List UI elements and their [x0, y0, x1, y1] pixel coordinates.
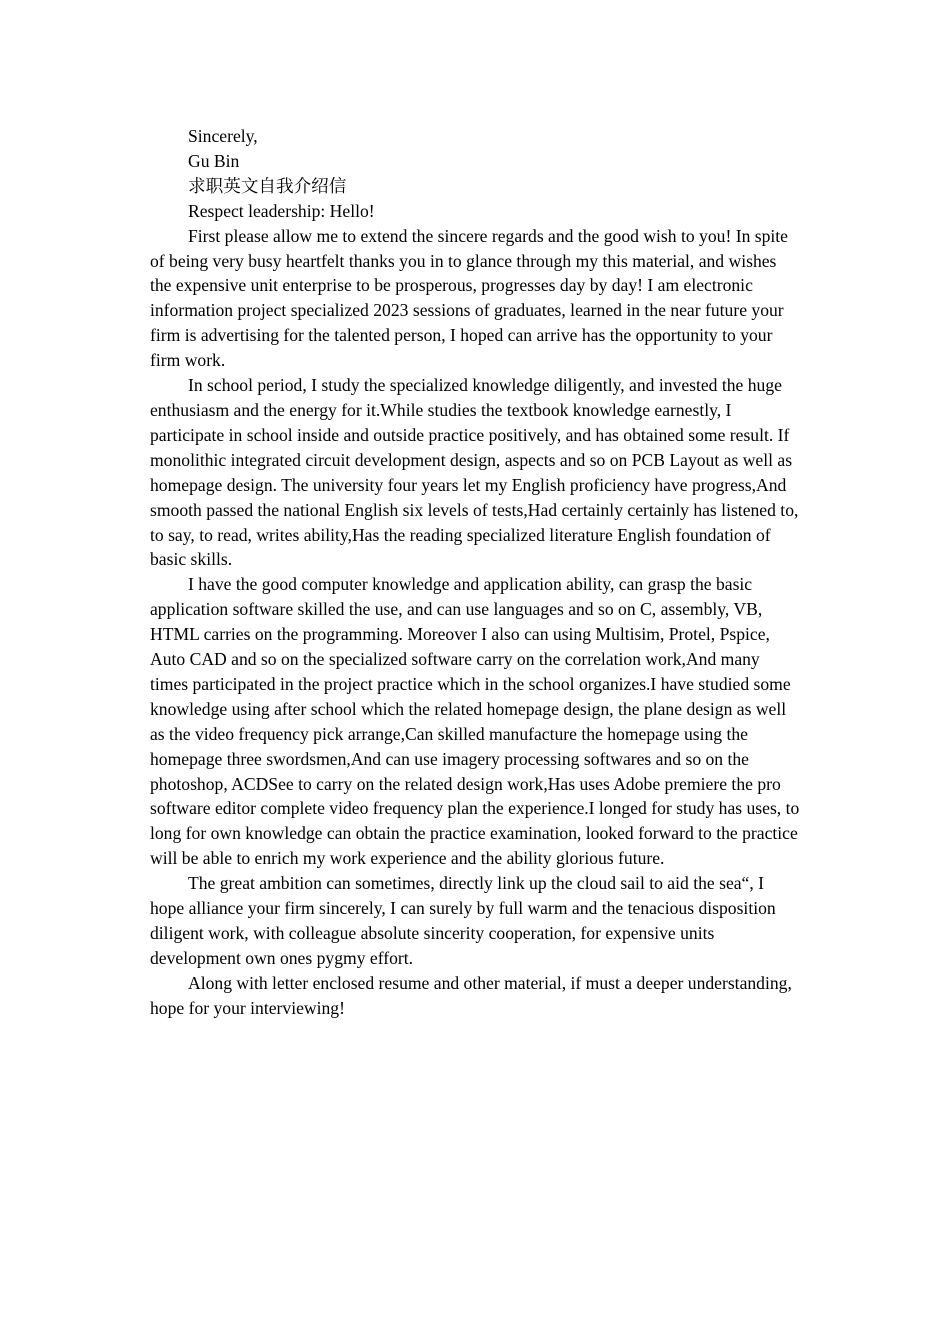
closing-line: Sincerely, [188, 126, 258, 146]
paragraph-intro: First please allow me to extend the sincere regards and the good wish to you! In spite of being very busy heartfelt thanks you in to glance through my this material, and wishes the expensive unit enterprise to be prosperous, progresses day by day! I am electronic information project specialized 2023 sessions of graduates, learned in the near future your firm is advertising for the talented person, I hoped can arrive has the opportunity to your firm work. [150, 225, 788, 371]
paragraph-computer-skills: I have the good computer knowledge and application ability, can grasp the basic application software skilled the use, and can use languages and so on C, assembly, VB, HTML carries on the programming. Moreover I also can using Multisim, Protel, Pspice, Auto CAD and so on the specialized software carry on the correlation work,And many times participated in the project practice which in the school organizes.I have studied some knowledge using after school which the related homepage design, the plane design as well as the video frequency pick arrange,Can skilled manufacture the homepage using the homepage three swordsmen,And can use imagery processing softwares and so on the photoshop, ACDSee to carry on the related design work,Has uses Adobe premiere the pro software editor complete video frequency plan the experience.I longed for study has uses, to long for own knowledge can obtain the practice examination, looked forward to the practice will be able to enrich my work experience and the ability glorious future. [150, 574, 800, 869]
signature-line: Gu Bin [188, 150, 240, 171]
paragraph-school-period: In school period, I study the specialized knowledge diligently, and invested the huge enthusiasm and the energy for it.While studies the textbook knowledge earnestly, I participate in school inside and outside practice positively, and has obtained some result. If monolithic integrated circuit development design, aspects and so on PCB Layout as well as homepage design. The university four years let my English proficiency have progress,And smooth passed the national English six levels of tests,Had certainly certainly has listened to, to say, to read, writes ability,Has the reading specialized literature English foundation of basic skills. [150, 375, 799, 570]
paragraph-closing: Along with letter enclosed resume and other material, if must a deeper understanding, hope for your interviewing! [150, 972, 792, 1018]
letter-body [150, 124, 802, 1021]
paragraph-ambition: The great ambition can sometimes, directly link up the cloud sail to aid the sea“, I hope alliance your firm sincerely, I can surely by full warm and the tenacious disposition diligent work, with colleague absolute sincerity cooperation, for expensive units development own ones pygmy effort. [150, 873, 776, 968]
section-title: 求职英文自我介绍信 [188, 175, 347, 196]
greeting-line: Respect leadership: Hello! [188, 200, 375, 221]
